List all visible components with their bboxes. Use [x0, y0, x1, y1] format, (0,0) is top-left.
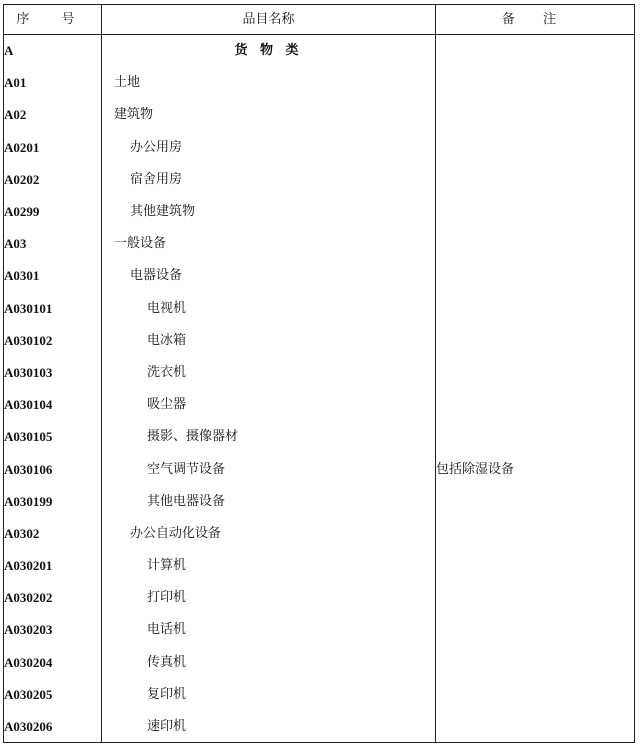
row-code: A030201: [4, 550, 102, 582]
table-row: [4, 453, 635, 485]
row-item-name: 打印机: [102, 582, 436, 614]
row-code: A030106: [4, 453, 102, 485]
table-body: [4, 35, 635, 743]
table-row: [4, 35, 635, 67]
row-item-name: 货 物 类: [102, 35, 436, 67]
row-item-name: 传真机: [102, 646, 436, 678]
row-code: A030102: [4, 324, 102, 356]
table-row: [4, 389, 635, 421]
header-item-name: 品目名称: [102, 5, 436, 35]
row-code: A030206: [4, 710, 102, 742]
row-code: A0301: [4, 260, 102, 292]
row-item-name: 速印机: [102, 710, 436, 742]
row-code: A030202: [4, 582, 102, 614]
table-row: [4, 517, 635, 549]
row-item-name: 办公自动化设备: [102, 517, 436, 549]
row-remarks: [436, 163, 635, 195]
table-row: [4, 710, 635, 742]
table-row: [4, 260, 635, 292]
row-item-name: 一般设备: [102, 228, 436, 260]
table-row: [4, 678, 635, 710]
table-row: [4, 356, 635, 388]
row-item-name: 空气调节设备: [102, 453, 436, 485]
row-remarks: [436, 195, 635, 227]
row-item-name: 宿舍用房: [102, 163, 436, 195]
row-remarks: [436, 517, 635, 549]
row-code: A0299: [4, 195, 102, 227]
row-code: A01: [4, 67, 102, 99]
catalog-table: [3, 4, 635, 743]
row-item-name: 建筑物: [102, 99, 436, 131]
row-item-name: 洗衣机: [102, 356, 436, 388]
row-item-name: 办公用房: [102, 131, 436, 163]
row-code: A030101: [4, 292, 102, 324]
table-row: [4, 646, 635, 678]
table-row: [4, 614, 635, 646]
row-remarks: [436, 292, 635, 324]
table-row: [4, 550, 635, 582]
table-row: [4, 421, 635, 453]
row-remarks: [436, 35, 635, 67]
row-code: A0202: [4, 163, 102, 195]
row-code: A0302: [4, 517, 102, 549]
row-item-name: 计算机: [102, 550, 436, 582]
row-item-name: 摄影、摄像器材: [102, 421, 436, 453]
row-remarks: [436, 710, 635, 742]
row-code: A030203: [4, 614, 102, 646]
table-row: [4, 67, 635, 99]
row-remarks: [436, 99, 635, 131]
row-item-name: 电话机: [102, 614, 436, 646]
row-code: A030204: [4, 646, 102, 678]
row-remarks: [436, 646, 635, 678]
row-remarks: [436, 67, 635, 99]
row-code: A: [4, 35, 102, 67]
row-item-name: 电器设备: [102, 260, 436, 292]
table-header-row: [4, 5, 635, 35]
row-remarks: [436, 614, 635, 646]
row-code: A0201: [4, 131, 102, 163]
row-remarks: [436, 678, 635, 710]
row-code: A030103: [4, 356, 102, 388]
row-remarks: [436, 550, 635, 582]
row-item-name: 土地: [102, 67, 436, 99]
row-item-name: 复印机: [102, 678, 436, 710]
row-code: A03: [4, 228, 102, 260]
table-row: [4, 292, 635, 324]
table-row: [4, 131, 635, 163]
row-remarks: [436, 260, 635, 292]
header-serial-number: 序 号: [4, 5, 102, 35]
row-item-name: 其他建筑物: [102, 195, 436, 227]
row-remarks: [436, 356, 635, 388]
row-remarks: [436, 421, 635, 453]
row-code: A030104: [4, 389, 102, 421]
row-remarks: [436, 389, 635, 421]
row-remarks: [436, 131, 635, 163]
row-item-name: 电视机: [102, 292, 436, 324]
table-row: [4, 195, 635, 227]
header-remarks: 备 注: [436, 5, 635, 35]
row-remarks: [436, 228, 635, 260]
row-remarks: [436, 324, 635, 356]
table-row: [4, 582, 635, 614]
row-remarks: 包括除湿设备: [436, 453, 635, 485]
table-row: [4, 485, 635, 517]
row-item-name: 电冰箱: [102, 324, 436, 356]
row-remarks: [436, 582, 635, 614]
row-item-name: 吸尘器: [102, 389, 436, 421]
row-code: A02: [4, 99, 102, 131]
row-item-name: 其他电器设备: [102, 485, 436, 517]
row-code: A030105: [4, 421, 102, 453]
table-row: [4, 99, 635, 131]
table-row: [4, 228, 635, 260]
table-row: [4, 163, 635, 195]
row-code: A030205: [4, 678, 102, 710]
table-row: [4, 324, 635, 356]
row-remarks: [436, 485, 635, 517]
row-code: A030199: [4, 485, 102, 517]
